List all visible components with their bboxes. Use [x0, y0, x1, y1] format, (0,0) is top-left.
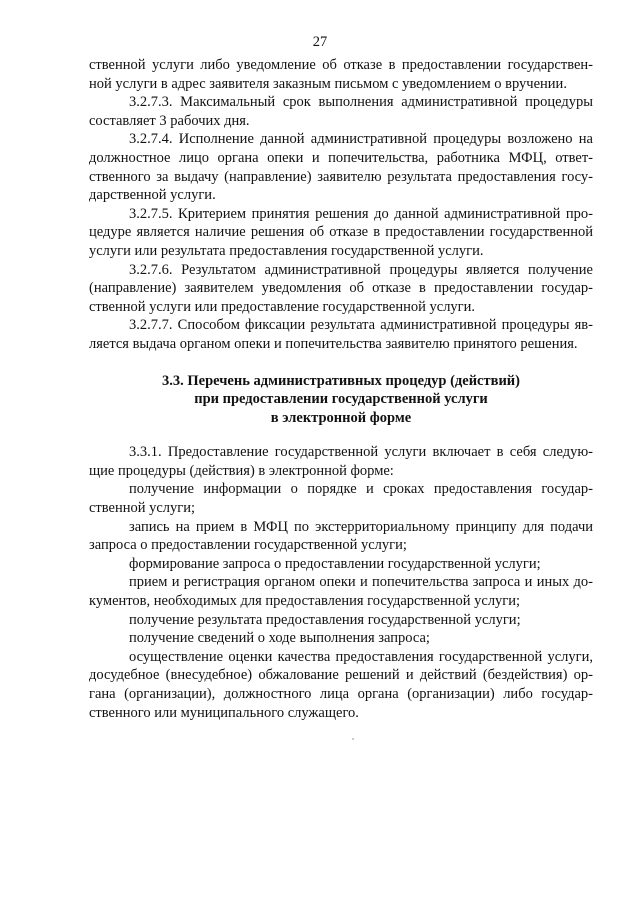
- text-line: составляет 3 рабочих дня.: [89, 112, 250, 129]
- paragraph-3-2-7-5: [89, 205, 593, 261]
- text-line: ственной услуги или предоставление государственной услуги.: [89, 298, 476, 315]
- text-line: цедуре является наличие решения об отказе в предоставлении государственной: [89, 224, 593, 241]
- text-line: 3.2.7.4. Исполнение данной административной процедуры возложено на: [129, 131, 593, 148]
- text-line: дарственной услуги.: [89, 187, 216, 204]
- text-line: ственного или муниципального служащего.: [89, 704, 359, 721]
- text-line: получение информации о порядке и сроках предоставления государ-: [129, 481, 593, 498]
- text-line: ственной услуги;: [89, 500, 196, 517]
- text-line: запроса о предоставлении государственной услуги;: [89, 537, 407, 554]
- text-line: получение сведений о ходе выполнения запроса;: [129, 630, 430, 647]
- text-line: 3.2.7.7. Способом фиксации результата административной процедуры яв-: [129, 317, 593, 334]
- heading-line: при предоставлении государственной услуги: [194, 391, 488, 408]
- text-line: 3.3.1. Предоставление государственной услуги включает в себя следую-: [129, 444, 593, 461]
- text-line: гана (организации), должностного лица органа (организации) либо государ-: [89, 686, 593, 702]
- text-line: запись на прием в МФЦ по экстерриториальному принципу для подачи: [129, 518, 593, 535]
- text-line: кументов, необходимых для предоставления государственной услуги;: [89, 593, 521, 610]
- text-line: формирование запроса о предоставлении государственной услуги;: [129, 555, 541, 572]
- list-item: [89, 555, 593, 574]
- list-item: [89, 611, 593, 630]
- text-line: (направление) заявителем уведомления об отказе в предоставлении государ-: [89, 280, 593, 297]
- text-line: получение результата предоставления государственной услуги;: [129, 611, 521, 628]
- text-line: щие процедуры (действия) в электронной форме:: [89, 462, 394, 479]
- paragraph-3-2-7-4: [89, 130, 593, 204]
- text-line: ственной услуги либо уведомление об отказе в предоставлении государствен-: [89, 57, 593, 73]
- text-line: должностное лицо органа опеки и попечительства, работника МФЦ, ответ-: [89, 149, 593, 166]
- section-heading: [89, 372, 593, 428]
- text-line: ственного за выдачу (направление) заявителю результата предоставления госу-: [89, 168, 593, 185]
- text-line: ной услуги в адрес заявителя заказным письмом с уведомлением о вручении.: [89, 75, 567, 92]
- document-body: [89, 56, 593, 722]
- heading-line: 3.3. Перечень административных процедур (действий): [162, 372, 520, 389]
- paragraph-3-2-7-7: [89, 316, 593, 353]
- text-line: услуги или результата предоставления государственной услуги.: [89, 242, 484, 259]
- paragraph-3-2-7-3: [89, 93, 593, 130]
- list-item: [89, 480, 593, 517]
- scan-speck: [352, 738, 354, 740]
- list-item: [89, 518, 593, 555]
- paragraph-3-3-1: [89, 443, 593, 480]
- paragraph-3-2-7-6: [89, 261, 593, 317]
- text-line: 3.2.7.5. Критерием принятия решения до данной административной про-: [129, 205, 593, 222]
- heading-line: в электронной форме: [270, 409, 412, 426]
- list-item: [89, 629, 593, 648]
- text-line: осуществление оценки качества предоставления государственной услуги,: [129, 648, 593, 665]
- list-item: [89, 648, 593, 722]
- text-line: 3.2.7.3. Максимальный срок выполнения административной процедуры: [129, 94, 593, 111]
- list-item: [89, 573, 593, 610]
- text-line: досудебное (внесудебное) обжалование решений и действий (бездействия) ор-: [89, 667, 593, 684]
- text-line: ляется выдача органом опеки и попечительства заявителю принятого решения.: [89, 335, 578, 352]
- text-line: 3.2.7.6. Результатом административной процедуры является получение: [129, 261, 593, 278]
- page-number: 27: [312, 34, 328, 50]
- text-line: прием и регистрация органом опеки и попечительства запроса и иных до-: [129, 574, 593, 591]
- paragraph-continuation: [89, 56, 593, 93]
